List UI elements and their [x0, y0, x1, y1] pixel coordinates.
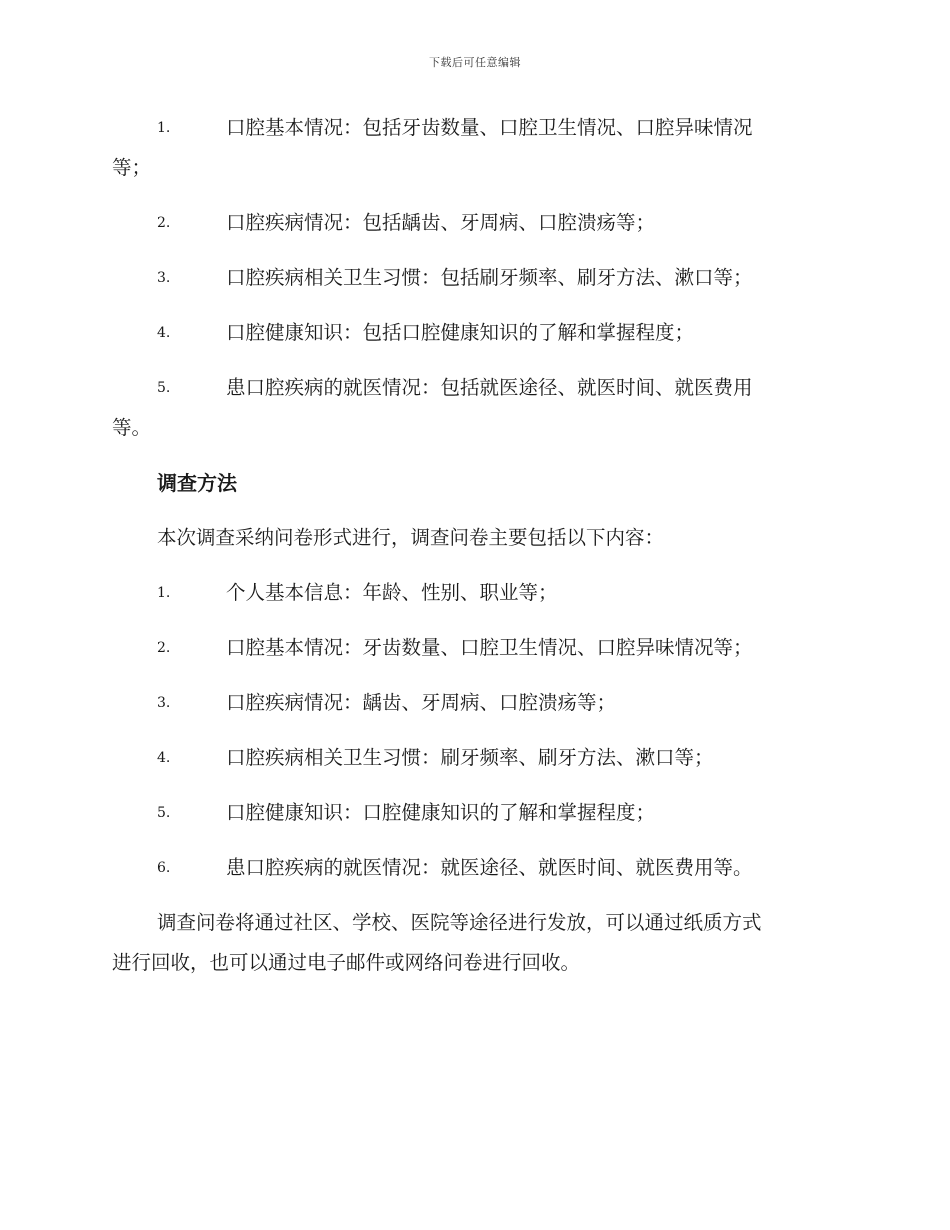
list-item — [112, 108, 837, 188]
section-heading: 调查方法 — [157, 471, 237, 495]
list-item-text: 患口腔疾病的就医情况：包括就医途径、就医时间、就医费用 — [226, 376, 753, 399]
list-item — [112, 573, 837, 613]
list-item — [112, 368, 837, 448]
page-header: 下载后可任意编辑 — [429, 56, 521, 69]
list-item-number: 5. — [157, 805, 171, 821]
list-item — [112, 628, 837, 668]
list-item — [112, 683, 837, 723]
list-item-number: 4. — [157, 750, 171, 766]
closing-line-1: 调查问卷将通过社区、学校、医院等途径进行发放，可以通过纸质方式 — [157, 911, 762, 934]
list-item-number: 4. — [157, 325, 171, 341]
list-item-text: 口腔疾病情况：包括龋齿、牙周病、口腔溃疡等； — [226, 211, 656, 234]
list-item-number: 1. — [157, 120, 171, 136]
list-item-continuation: 等； — [112, 156, 152, 179]
list-item — [112, 848, 837, 888]
list-item — [112, 793, 837, 833]
list-item — [112, 203, 837, 243]
list-item-text: 口腔健康知识：口腔健康知识的了解和掌握程度； — [226, 801, 656, 824]
list-item-text: 口腔疾病情况：龋齿、牙周病、口腔溃疡等； — [226, 691, 617, 714]
list-item-continuation: 等。 — [112, 416, 152, 439]
list-item-text: 口腔健康知识：包括口腔健康知识的了解和掌握程度； — [226, 321, 695, 344]
list-item-text: 个人基本信息：年龄、性别、职业等； — [226, 581, 558, 604]
document-body — [112, 108, 837, 998]
list-item-text: 口腔疾病相关卫生习惯：包括刷牙频率、刷牙方法、漱口等； — [226, 266, 753, 289]
list-item-text: 患口腔疾病的就医情况：就医途径、就医时间、就医费用等。 — [226, 856, 753, 879]
list-item-number: 6. — [157, 860, 171, 876]
list-item-text: 口腔疾病相关卫生习惯：刷牙频率、刷牙方法、漱口等； — [226, 746, 714, 769]
list-item-number: 3. — [157, 695, 171, 711]
intro-paragraph: 本次调查采纳问卷形式进行，调查问卷主要包括以下内容： — [157, 526, 665, 549]
list-item — [112, 738, 837, 778]
list-item — [112, 313, 837, 353]
list-item-text: 口腔基本情况：包括牙齿数量、口腔卫生情况、口腔异味情况 — [226, 116, 753, 139]
closing-line-2: 进行回收，也可以通过电子邮件或网络问卷进行回收。 — [112, 951, 581, 974]
list-item-number: 5. — [157, 380, 171, 396]
closing-paragraph — [112, 903, 837, 983]
list-item-text: 口腔基本情况：牙齿数量、口腔卫生情况、口腔异味情况等； — [226, 636, 753, 659]
list-item-number: 1. — [157, 585, 171, 601]
list-item-number: 3. — [157, 270, 171, 286]
list-item-number: 2. — [157, 640, 171, 656]
list-item — [112, 258, 837, 298]
list-item-number: 2. — [157, 215, 171, 231]
